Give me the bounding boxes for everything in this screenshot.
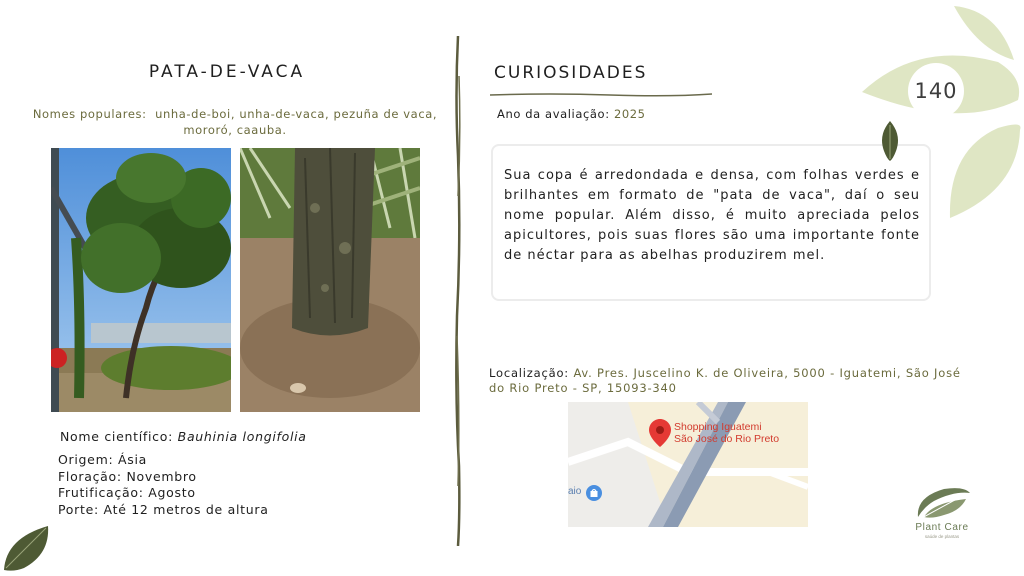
corner-leaf-icon <box>2 524 52 572</box>
curiosities-text: Sua copa é arredondada e densa, com folhas verdes e brilhantes em formato de "pata de vaca", daí o seu nome popular. Além disso, é muito apreciada pelos apicultores, pois suas flores são uma importante fonte de néctar para as abelhas produzirem mel. <box>504 168 920 263</box>
fact-origin: Origem: Ásia <box>58 452 148 467</box>
column-divider <box>452 36 464 546</box>
scientific-name-label: Nome científico: <box>60 429 173 444</box>
fact-height: Porte: Até 12 metros de altura <box>58 501 269 517</box>
scientific-name-value: Bauhinia longifolia <box>177 429 307 444</box>
small-leaf-icon <box>878 121 902 161</box>
map-pin-icon <box>649 419 671 447</box>
plant-care-logo <box>904 487 980 547</box>
location-address: Av. Pres. Juscelino K. de Oliveira, 5000 - Iguatemi, São José do Rio Preto - SP, 15093-340 <box>489 366 961 395</box>
evaluation-year-value: 2025 <box>613 107 646 121</box>
page-number: 140 <box>908 63 964 119</box>
map-place-label <box>674 421 779 445</box>
popular-names-label: Nomes populares: <box>32 107 147 121</box>
evaluation-year <box>497 107 646 121</box>
plant-facts <box>58 452 269 518</box>
scientific-name <box>60 429 307 444</box>
plant-care-logo-icon <box>904 487 980 521</box>
tree-photo <box>51 148 231 412</box>
location <box>489 366 979 396</box>
map-partial-label: aio <box>568 486 582 497</box>
fact-fruiting: Frutificação: Agosto <box>58 485 196 500</box>
title-underline <box>490 84 712 92</box>
curiosities-title: CURIOSIDADES <box>494 63 648 83</box>
fact-flowering: Floração: Novembro <box>58 468 197 484</box>
logo-subtitle: saúde de plantas <box>924 534 960 539</box>
map-place-line1: Shopping Iguatemi <box>674 421 762 433</box>
shopping-bag-icon <box>586 485 602 501</box>
map-place-line2: São José do Rio Preto <box>674 433 780 445</box>
location-label: Localização: <box>489 366 569 380</box>
popular-names-value: unha-de-boi, unha-de-vaca, pezuña de vaca, mororó, caauba. <box>155 107 438 137</box>
trunk-photo <box>240 148 420 412</box>
logo-name: Plant Care <box>915 522 969 533</box>
location-map[interactable] <box>568 402 808 527</box>
plant-title: PATA-DE-VACA <box>148 62 306 82</box>
evaluation-year-label: Ano da avaliação: <box>497 107 610 121</box>
popular-names <box>30 106 440 138</box>
